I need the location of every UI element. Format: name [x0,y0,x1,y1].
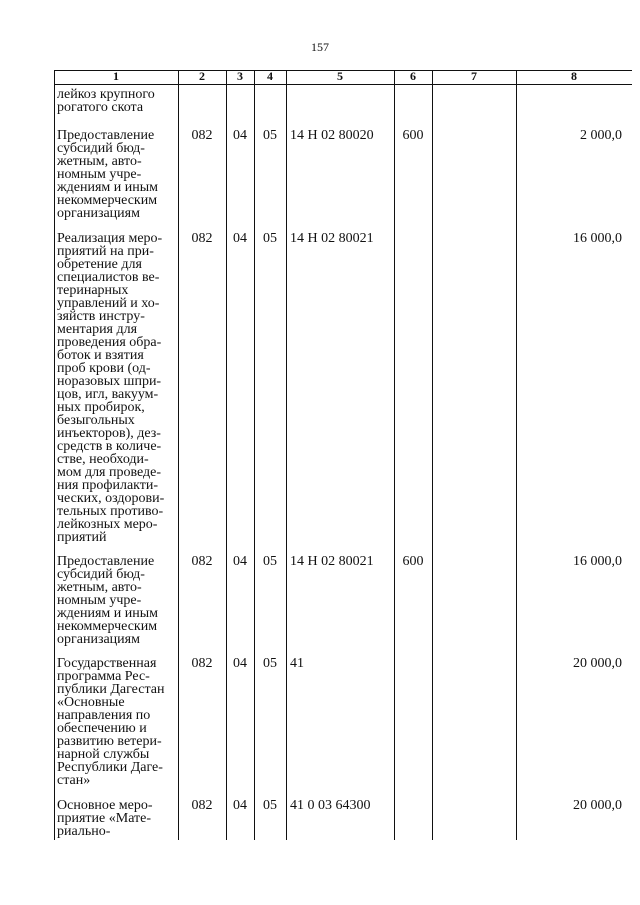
section-code: 04 [233,128,247,143]
target-article-code: 14 Н 02 80020 [290,128,374,143]
subsection-code: 05 [263,231,277,246]
header-bottom-border [54,84,632,85]
row-name: Государственная программа Рес- публики Дагестан «Основные направления по обеспечению и развитию ветери- нарной службы Республики Даге- стан» [57,656,165,788]
target-article-code: 14 Н 02 80021 [290,554,374,569]
section-code: 04 [233,656,247,671]
chapter-code: 082 [191,798,213,813]
column-header: 6 [410,69,416,83]
target-article-code: 41 0 03 64300 [290,798,371,813]
section-code: 04 [233,231,247,246]
target-article-code: 14 Н 02 80021 [290,231,374,246]
chapter-code: 082 [191,128,213,143]
row-name: Реализация меро- приятий на при- обретение для специалистов ве- теринарных управлений и хо- зяйств инстру- ментария для проведения обра- боток и взятия проб крови (од- норазовых шпри- цов, игл, вакуум- ных пробирок, безыгольных инъекторов), дез- средств в количе- стве, необходи- мом для проведе- ния профилакти- ческих, оздорови- тельных противо- лейкозных меро- приятий [57,231,165,545]
row-name: Предоставление субсидий бюд- жетным, авто- номным учре- ждениям и иным некоммерческим организациям [57,128,159,221]
column-divider [286,70,287,840]
subsection-code: 05 [263,798,277,813]
column-divider [178,70,179,840]
column-header: 3 [237,69,243,83]
amount-value: 20 000,0 [573,798,622,813]
chapter-code: 082 [191,656,213,671]
column-header: 7 [471,69,477,83]
subsection-code: 05 [263,128,277,143]
budget-table [54,70,632,840]
column-divider [254,70,255,840]
column-divider [54,70,55,840]
column-divider [226,70,227,840]
page-number: 157 [311,40,329,54]
chapter-code: 082 [191,554,213,569]
row-name: лейкоз крупного рогатого скота [57,87,155,115]
amount-value: 2 000,0 [580,128,622,143]
column-header: 5 [337,69,343,83]
column-divider [394,70,395,840]
amount-value: 16 000,0 [573,554,622,569]
target-article-code: 41 [290,656,304,671]
section-code: 04 [233,554,247,569]
column-divider [516,70,517,840]
column-header: 4 [267,69,273,83]
chapter-code: 082 [191,231,213,246]
subsection-code: 05 [263,656,277,671]
column-header: 8 [571,69,577,83]
row-name: Основное меро- приятие «Мате- риально- [57,798,153,839]
amount-value: 16 000,0 [573,231,622,246]
expense-type-code: 600 [402,554,424,569]
subsection-code: 05 [263,554,277,569]
column-header: 2 [199,69,205,83]
column-header: 1 [113,69,119,83]
column-divider [432,70,433,840]
expense-type-code: 600 [402,128,424,143]
section-code: 04 [233,798,247,813]
row-name: Предоставление субсидий бюд- жетным, авто- номным учре- ждениям и иным некоммерческим организациям [57,554,159,647]
amount-value: 20 000,0 [573,656,622,671]
